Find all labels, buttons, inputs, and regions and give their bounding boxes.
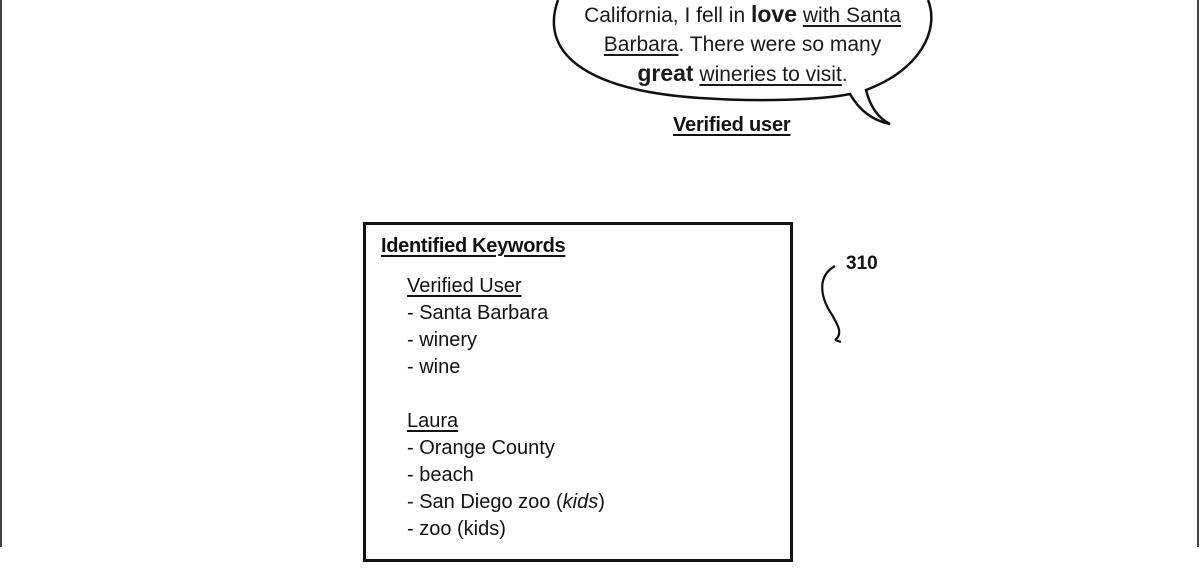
keyword-item: - winery	[407, 329, 478, 351]
speaker-label: Verified user	[673, 114, 791, 136]
keyword-item: - zoo (kids)	[407, 518, 506, 540]
speech-bubble-text	[560, 0, 925, 89]
underlined-phrase: Barbara	[603, 33, 679, 56]
keyword-text: )	[598, 491, 605, 513]
left-page-border	[0, 0, 2, 547]
keyword-item: - wine	[407, 356, 461, 378]
keyword-group-laura	[407, 408, 605, 543]
bubble-line-1	[560, 0, 925, 30]
keyword-group-name: Verified User	[407, 275, 522, 297]
underlined-phrase: wineries to visit	[699, 63, 842, 86]
keyword-group-verified-user	[407, 273, 605, 381]
right-page-border	[1197, 0, 1199, 547]
keyword-item: - beach	[407, 464, 474, 486]
keyword-item	[407, 489, 605, 516]
keyword-item: - Orange County	[407, 437, 555, 459]
bubble-text-span: .	[841, 63, 848, 86]
keyword-qualifier: kids	[562, 491, 599, 513]
keyword-text: - San Diego zoo (	[407, 491, 563, 513]
bubble-line-3	[560, 59, 925, 89]
emphasis-word: love	[750, 1, 798, 27]
underlined-phrase: with Santa	[802, 4, 901, 27]
reference-numeral: 310	[846, 253, 878, 274]
keyword-item: - Santa Barbara	[407, 302, 549, 324]
keyword-group-name: Laura	[407, 410, 459, 432]
keywords-list	[407, 273, 605, 570]
emphasis-word: great	[637, 60, 694, 86]
keywords-box-title: Identified Keywords	[381, 235, 566, 257]
bubble-text-span: California, I fell in	[584, 4, 751, 27]
bubble-line-2	[560, 30, 925, 59]
bubble-text-span: . There were so many	[678, 33, 882, 56]
